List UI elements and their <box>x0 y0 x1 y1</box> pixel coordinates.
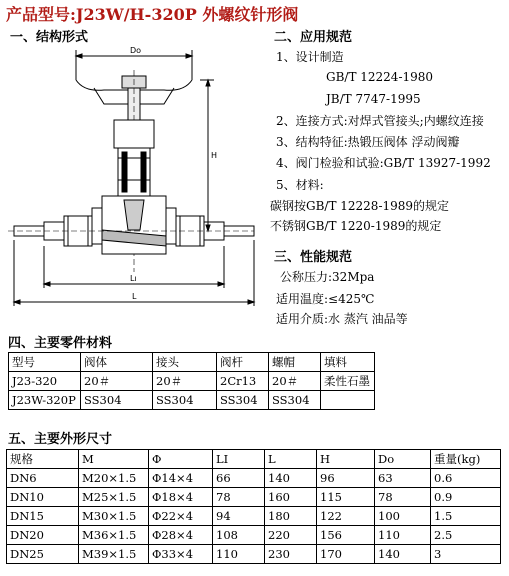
cell: 220 <box>265 526 317 545</box>
cell: 1.5 <box>431 507 501 526</box>
header-cell: 型号 <box>9 353 81 372</box>
spec-line: 碳钢按GB/T 12228-1989的规定 <box>270 199 450 213</box>
table-row <box>7 469 501 488</box>
cell: 96 <box>317 469 375 488</box>
section-structure-heading: 一、结构形式 <box>10 30 89 45</box>
cell: M30×1.5 <box>79 507 149 526</box>
section-perf-heading: 三、性能规范 <box>274 250 353 265</box>
cell: DN10 <box>7 488 79 507</box>
cell: Φ18×4 <box>149 488 213 507</box>
cell: 140 <box>265 469 317 488</box>
cell: DN25 <box>7 545 79 564</box>
spec-line: 2、连接方式:对焊式管接头;内螺纹连接 <box>276 114 484 128</box>
cell: J23W-320P <box>9 391 81 410</box>
cell: 3 <box>431 545 501 564</box>
cell: 100 <box>375 507 431 526</box>
parts-table <box>8 352 375 410</box>
dim-label-overall: L <box>132 292 137 301</box>
perf-line: 公称压力:32Mpa <box>280 270 375 284</box>
cell: 2Cr13 <box>217 372 269 391</box>
cell: SS304 <box>217 391 269 410</box>
header-cell: H <box>317 450 375 469</box>
dims-table <box>6 449 501 564</box>
cell: Φ28×4 <box>149 526 213 545</box>
section-parts-heading: 四、主要零件材料 <box>8 336 113 351</box>
header-cell: 接头 <box>153 353 217 372</box>
cell: 170 <box>317 545 375 564</box>
cell: 230 <box>265 545 317 564</box>
cell: SS304 <box>269 391 321 410</box>
header-cell: 填料 <box>321 353 375 372</box>
perf-line: 适用温度:≤425℃ <box>276 292 375 306</box>
cell: 柔性石墨 <box>321 372 375 391</box>
spec-line: 3、结构特征:热锻压阀体 浮动阀瓣 <box>276 135 460 149</box>
perf-line: 适用介质:水 蒸汽 油品等 <box>276 312 408 326</box>
spec-line: 不锈钢GB/T 1220-1989的规定 <box>270 219 442 233</box>
table-row <box>7 488 501 507</box>
cell: 0.6 <box>431 469 501 488</box>
spec-line: GB/T 12224-1980 <box>326 70 434 84</box>
header-cell: 阀体 <box>81 353 153 372</box>
cell: 20＃ <box>153 372 217 391</box>
cell: DN20 <box>7 526 79 545</box>
cell: SS304 <box>81 391 153 410</box>
cell: 110 <box>375 526 431 545</box>
cell: 122 <box>317 507 375 526</box>
cell: 140 <box>375 545 431 564</box>
cell: Φ33×4 <box>149 545 213 564</box>
cell: 78 <box>375 488 431 507</box>
cell <box>321 391 375 410</box>
cell: M39×1.5 <box>79 545 149 564</box>
cell: 160 <box>265 488 317 507</box>
page-title: 产品型号:J23W/H-320P 外螺纹针形阀 <box>6 5 299 24</box>
header-cell: 重量(kg) <box>431 450 501 469</box>
table-row <box>7 507 501 526</box>
header-cell: 阀杆 <box>217 353 269 372</box>
dim-label-inner: Lı <box>130 274 137 283</box>
table-row <box>7 526 501 545</box>
header-cell: 螺帽 <box>269 353 321 372</box>
table-row <box>9 372 375 391</box>
header-cell: LI <box>213 450 265 469</box>
cell: 20＃ <box>269 372 321 391</box>
header-cell: Do <box>375 450 431 469</box>
spec-line: 1、设计制造 <box>276 50 344 64</box>
cell: 180 <box>265 507 317 526</box>
table-row <box>7 545 501 564</box>
cell: SS304 <box>153 391 217 410</box>
cell: M20×1.5 <box>79 469 149 488</box>
cell: Φ14×4 <box>149 469 213 488</box>
header-cell: Φ <box>149 450 213 469</box>
spec-line: 4、阀门检验和试验:GB/T 13927-1992 <box>276 156 491 170</box>
cell: 156 <box>317 526 375 545</box>
cell: 63 <box>375 469 431 488</box>
table-header-row <box>7 450 501 469</box>
header-cell: 规格 <box>7 450 79 469</box>
cell: 0.9 <box>431 488 501 507</box>
cell: DN15 <box>7 507 79 526</box>
section-spec-heading: 二、应用规范 <box>274 30 353 45</box>
spec-line: 5、材料: <box>276 178 324 192</box>
cell: 20＃ <box>81 372 153 391</box>
cell: 94 <box>213 507 265 526</box>
cell: M25×1.5 <box>79 488 149 507</box>
cell: 115 <box>317 488 375 507</box>
header-cell: L <box>265 450 317 469</box>
cell: 78 <box>213 488 265 507</box>
cell: 2.5 <box>431 526 501 545</box>
cell: 110 <box>213 545 265 564</box>
table-header-row <box>9 353 375 372</box>
valve-drawing <box>4 40 256 312</box>
dim-label-height: H <box>211 151 218 160</box>
cell: DN6 <box>7 469 79 488</box>
header-cell: M <box>79 450 149 469</box>
cell: 66 <box>213 469 265 488</box>
cell: Φ22×4 <box>149 507 213 526</box>
cell: M36×1.5 <box>79 526 149 545</box>
cell: 108 <box>213 526 265 545</box>
dim-label-top: Do <box>130 46 142 55</box>
table-row <box>9 391 375 410</box>
section-dims-heading: 五、主要外形尺寸 <box>8 432 113 447</box>
cell: J23-320 <box>9 372 81 391</box>
spec-line: JB/T 7747-1995 <box>326 92 421 106</box>
